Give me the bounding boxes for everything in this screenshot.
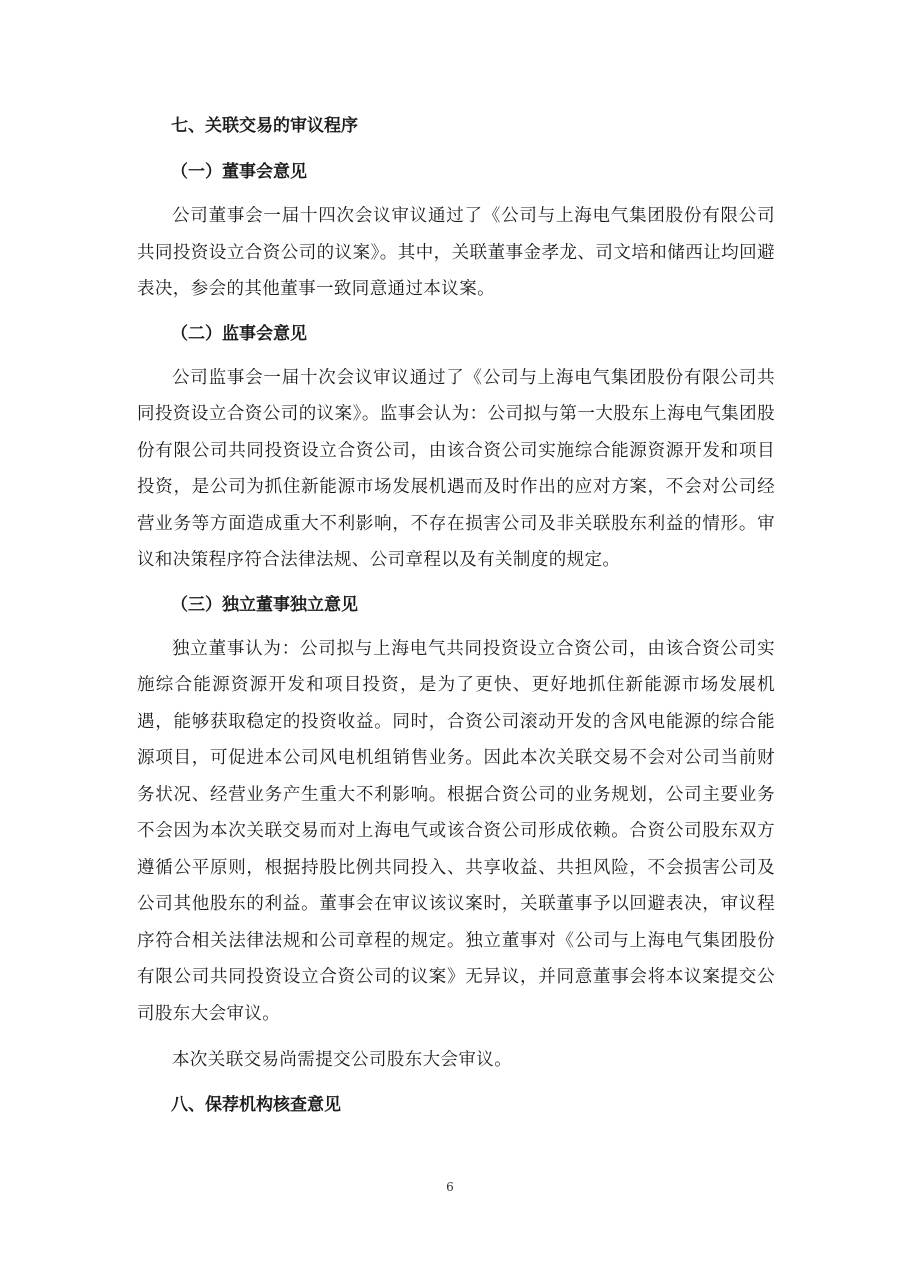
supervisory-opinion-text: 公司监事会一届十次会议审议通过了《公司与上海电气集团股份有限公司共同投资设立合资公司的议案》。监事会认为：公司拟与第一大股东上海电气集团股份有限公司共同投资设立合资公司，由该合资公司实施综合能源资源开发和项目投资，是公司为抓住新能源市场发展机遇而及时作出的应对方案，不会对公司经营业务等方面造成重大不利影响，不存在损害公司及非关联股东利益的情形。审议和决策程序符合法律法规、公司章程以及有关制度的规定。 <box>137 367 775 570</box>
board-opinion-title: （一）董事会意见 <box>171 162 307 182</box>
section-8-title: 八、保荐机构核查意见 <box>171 1094 341 1115</box>
independent-director-opinion-title: （三）独立董事独立意见 <box>171 594 358 615</box>
page-number: 6 <box>446 1180 454 1194</box>
section-7-title: 七、关联交易的审议程序 <box>171 116 358 136</box>
board-opinion-text: 公司董事会一届十四次会议审议通过了《公司与上海电气集团股份有限公司共同投资设立合资公司的议案》。其中，关联董事金孝龙、司文培和储西让均回避表决，参会的其他董事一致同意通过本议案。 <box>137 206 775 299</box>
page-content <box>137 110 775 1121</box>
independent-director-opinion-text: 独立董事认为：公司拟与上海电气共同投资设立合资公司，由该合资公司实施综合能源资源开发和项目投资，是为了更快、更好地抓住新能源市场发展机遇，能够获取稳定的投资收益。同时，合资公司滚动开发的含风电能源的综合能源项目，可促进本公司风电机组销售业务。因此本次关联交易不会对公司当前财务状况、经营业务产生重大不利影响。根据合资公司的业务规划，公司主要业务不会因为本次关联交易而对上海电气或该合资公司形成依赖。合资公司股东双方遵循公平原则，根据持股比例共同投入、共享收益、共担风险，不会损害公司及公司其他股东的利益。董事会在审议该议案时，关联董事予以回避表决，审议程序符合相关法律法规和公司章程的规定。独立董事对《公司与上海电气集团股份有限公司共同投资设立合资公司的议案》无异议，并同意董事会将本议案提交公司股东大会审议。 <box>137 638 775 1024</box>
supervisory-opinion-title: （二）监事会意见 <box>171 323 307 344</box>
shareholder-approval-note: 本次关联交易尚需提交公司股东大会审议。 <box>172 1050 513 1070</box>
